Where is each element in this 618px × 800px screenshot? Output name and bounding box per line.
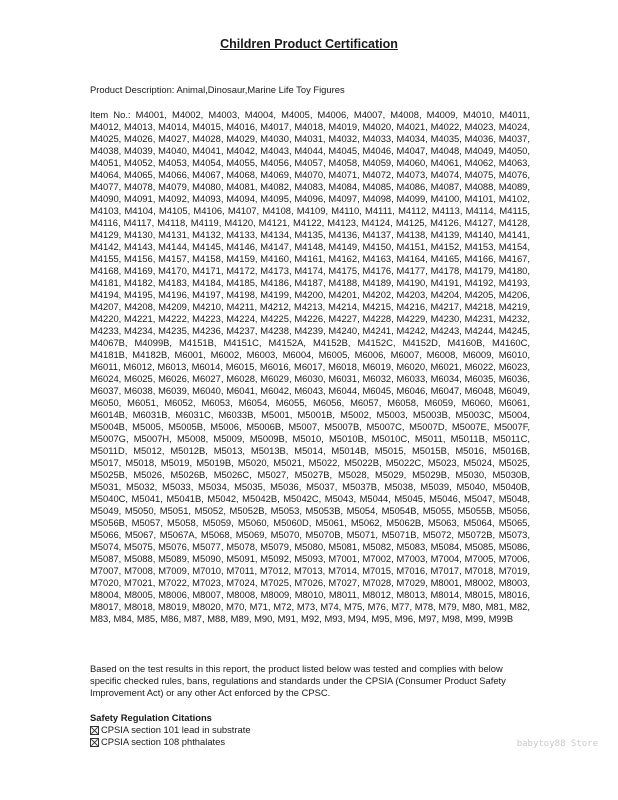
checked-box-icon bbox=[90, 738, 99, 747]
regulations-heading: Safety Regulation Citations bbox=[90, 712, 212, 723]
item-number-list: Item No.: M4001, M4002, M4003, M4004, M4005, M4006, M4007, M4008, M4009, M4010, M4011, M4012, M4013, M4014, M4015, M4016, M4017, M4018, M4019, M4020, M4021, M4022, M4023, M4024, M4025, M4026, M4027, M4028, M4029, M4030, M4031, M4032, M4033, M4034, M4035, M4036, M4037, M4038, M4039, M4040, M4041, M4042, M4043, M4044, M4045, M4046, M4047, M4048, M4049, M4050, M4051, M4052, M4053, M4054, M4055, M4056, M4057, M4058, M4059, M4060, M4061, M4062, M4063, M4064, M4065, M4066, M4067, M4068, M4069, M4070, M4071, M4072, M4073, M4074, M4075, M4076, M4077, M4078, M4079, M4080, M4081, M4082, M4083, M4084, M4085, M4086, M4087, M4088, M4089, M4090, M4091, M4092, M4093, M4094, M4095, M4096, M4097, M4098, M4099, M4100, M4101, M4102, M4103, M4104, M4105, M4106, M4107, M4108, M4109, M4110, M4111, M4112, M4113, M4114, M4115, M4116, M4117, M4118, M4119, M4120, M4121, M4122, M4123, M4124, M4125, M4126, M4127, M4128, M4129, M4130, M4131, M4132, M4133, M4134, M4135, M4136, M4137, M4138, M4139, M4140, M4141, M4142, M4143, M4144, M4145, M4146, M4147, M4148, M4149, M4150, M4151, M4152, M4153, M4154, M4155, M4156, M4157, M4158, M4159, M4160, M4161, M4162, M4163, M4164, M4165, M4166, M4167, M4168, M4169, M4170, M4171, M4172, M4173, M4174, M4175, M4176, M4177, M4178, M4179, M4180, M4181, M4182, M4183, M4184, M4185, M4186, M4187, M4188, M4189, M4190, M4191, M4192, M4193, M4194, M4195, M4196, M4197, M4198, M4199, M4200, M4201, M4202, M4203, M4204, M4205, M4206, M4207, M4208, M4209, M4210, M4211, M4212, M4213, M4214, M4215, M4216, M4217, M4218, M4219, M4220, M4221, M4222, M4223, M4224, M4225, M4226, M4227, M4228, M4229, M4230, M4231, M4232, M4233, M4234, M4235, M4236, M4237, M4238, M4239, M4240, M4241, M4242, M4243, M4244, M4245, M4067B, M4099B, M4151B, M4151C, M4152A, M4152B, M4152C, M4152D, M4160B, M4160C, M4181B, M4182B, M6001, M6002, M6003, M6004, M6005, M6006, M6007, M6008, M6009, M6010, M6011, M6012, M6013, M6014, M6015, M6016, M6017, M6018, M6019, M6020, M6021, M6022, M6023, M6024, M6025, M6026, M6027, M6028, M6029, M6030, M6031, M6032, M6033, M6034, M6035, M6036, M6037, M6038, M6039, M6040, M6041, M6042, M6043, M6044, M6045, M6046, M6047, M6048, M6049, M6050, M6051, M6052, M6053, M6054, M6055, M6056, M6057, M6058, M6059, M6060, M6061, M6014B, M6031B, M6031C, M6033B, M5001, M5001B, M5002, M5003, M5003B, M5003C, M5004, M5004B, M5005, M5005B, M5006, M5006B, M5007, M5007B, M5007C, M5007D, M5007E, M5007F, M5007G, M5007H, M5008, M5009, M5009B, M5010, M5010B, M5010C, M5011, M5011B, M5011C, M5011D, M5012, M5012B, M5013, M5013B, M5014, M5014B, M5015, M5015B, M5016, M5016B, M5017, M5018, M5019, M5019B, M5020, M5021, M5022, M5022B, M5022C, M5023, M5024, M5025, M5025B, M5026, M5026B, M5026C, M5027, M5027B, M5028, M5029, M5029B, M5030, M5030B, M5031, M5032, M5033, M5034, M5035, M5036, M5037, M5037B, M5038, M5039, M5040, M5040B, M5040C, M5041, M5041B, M5042, M5042B, M5042C, M5043, M5044, M5045, M5046, M5047, M5048, M5049, M5050, M5051, M5052, M5052B, M5053, M5053B, M5054, M5054B, M5055, M5055B, M5056, M5056B, M5057, M5058, M5059, M5060, M5060D, M5061, M5062, M5062B, M5063, M5064, M5065, M5066, M5067, M5067A, M5068, M5069, M5070, M5070B, M5071, M5071B, M5072, M5072B, M5073, M5074, M5075, M5076, M5077, M5078, M5079, M5080, M5081, M5082, M5083, M5084, M5085, M5086, M5087, M5088, M5089, M5090, M5091, M5092, M5093, M7001, M7002, M7003, M7004, M7005, M7006, M7007, M7008, M7009, M7010, M7011, M7012, M7013, M7014, M7015, M7016, M7017, M7018, M7019, M7020, M7021, M7022, M7023, M7024, M7025, M7026, M7027, M7028, M7029, M8001, M8002, M8003, M8004, M8005, M8006, M8007, M8008, M8009, M8010, M8011, M8012, M8013, M8014, M8015, M8016, M8017, M8018, M8019, M8020, M70, M71, M72, M73, M74, M75, M76, M77, M78, M79, M80, M81, M82, M83, M84, M85, M86, M87, M88, M89, M90, M91, M92, M93, M94, M95, M96, M97, M98, M99, M99B bbox=[90, 109, 530, 624]
citation-list bbox=[90, 724, 251, 748]
citation-label: CPSIA section 108 phthalates bbox=[101, 736, 226, 747]
product-description: Product Description: Animal,Dinosaur,Marine Life Toy Figures bbox=[90, 84, 345, 95]
document-title: Children Product Certification bbox=[220, 37, 398, 51]
citation-item bbox=[90, 724, 251, 736]
checked-box-icon bbox=[90, 726, 99, 735]
store-watermark: babytoy88 Store bbox=[516, 739, 598, 749]
citation-label: CPSIA section 101 lead in substrate bbox=[101, 724, 251, 735]
citation-item bbox=[90, 736, 251, 748]
compliance-statement: Based on the test results in this report, the product listed below was tested and complies with below specific checked rules, bans, regulations and standards under the CPSIA (Consumer Product Safety Improvement Act) or any other Act enforced by the CPSC. bbox=[90, 663, 506, 698]
